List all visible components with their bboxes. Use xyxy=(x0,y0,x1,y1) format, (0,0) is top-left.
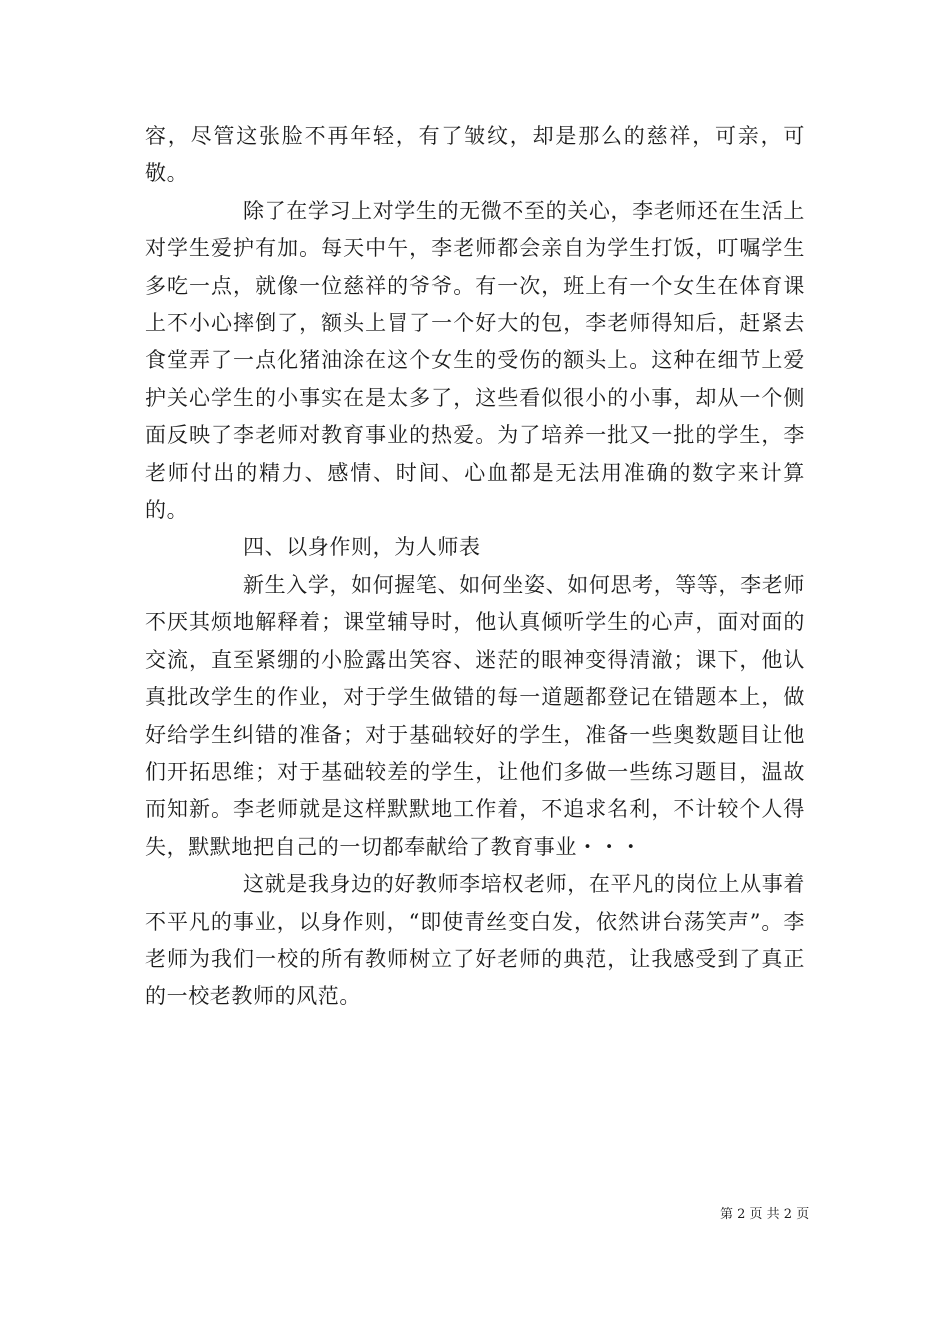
document-body xyxy=(145,118,805,1016)
page-number-footer: 第 2 页 共 2 页 xyxy=(720,1207,810,1222)
paragraph-conclusion: 这就是我身边的好教师李培权老师，在平凡的岗位上从事着不平凡的事业，以身作则，“即使青丝变白发，依然讲台荡笑声”。李老师为我们一校的所有教师树立了好老师的典范，让我感受到了真正的一校老教师的风范。 xyxy=(145,872,805,1009)
paragraph-continuation: 容，尽管这张脸不再年轻，有了皱纹，却是那么的慈祥，可亲，可敬。 xyxy=(145,124,805,186)
paragraph-care-in-life: 除了在学习上对学生的无微不至的关心，李老师还在生活上对学生爱护有加。每天中午，李老师都会亲自为学生打饭，叮嘱学生多吃一点，就像一位慈祥的爷爷。有一次，班上有一个女生在体育课上不小心摔倒了，额头上冒了一个好大的包，李老师得知后，赶紧去食堂弄了一点化猪油涂在这个女生的受伤的额头上。这种在细节上爱护关心学生的小事实在是太多了，这些看似很小的小事，却从一个侧面反映了李老师对教育事业的热爱。为了培养一批又一批的学生，李老师付出的精力、感情、时间、心血都是无法用准确的数字来计算的。 xyxy=(145,198,805,523)
paragraph-lead-by-example: 新生入学，如何握笔、如何坐姿、如何思考，等等，李老师不厌其烦地解释着；课堂辅导时，他认真倾听学生的心声，面对面的交流，直至紧绷的小脸露出笑容、迷茫的眼神变得清澈；课下，他认真批改学生的作业，对于学生做错的每一道题都登记在错题本上，做好给学生纠错的准备；对于基础较好的学生，准备一些奥数题目让他们开拓思维；对于基础较差的学生，让他们多做一些练习题目，温故而知新。李老师就是这样默默地工作着，不追求名利，不计较个人得失，默默地把自己的一切都奉献给了教育事业・・・ xyxy=(145,572,805,859)
section-heading: 四、以身作则，为人师表 xyxy=(243,535,481,560)
